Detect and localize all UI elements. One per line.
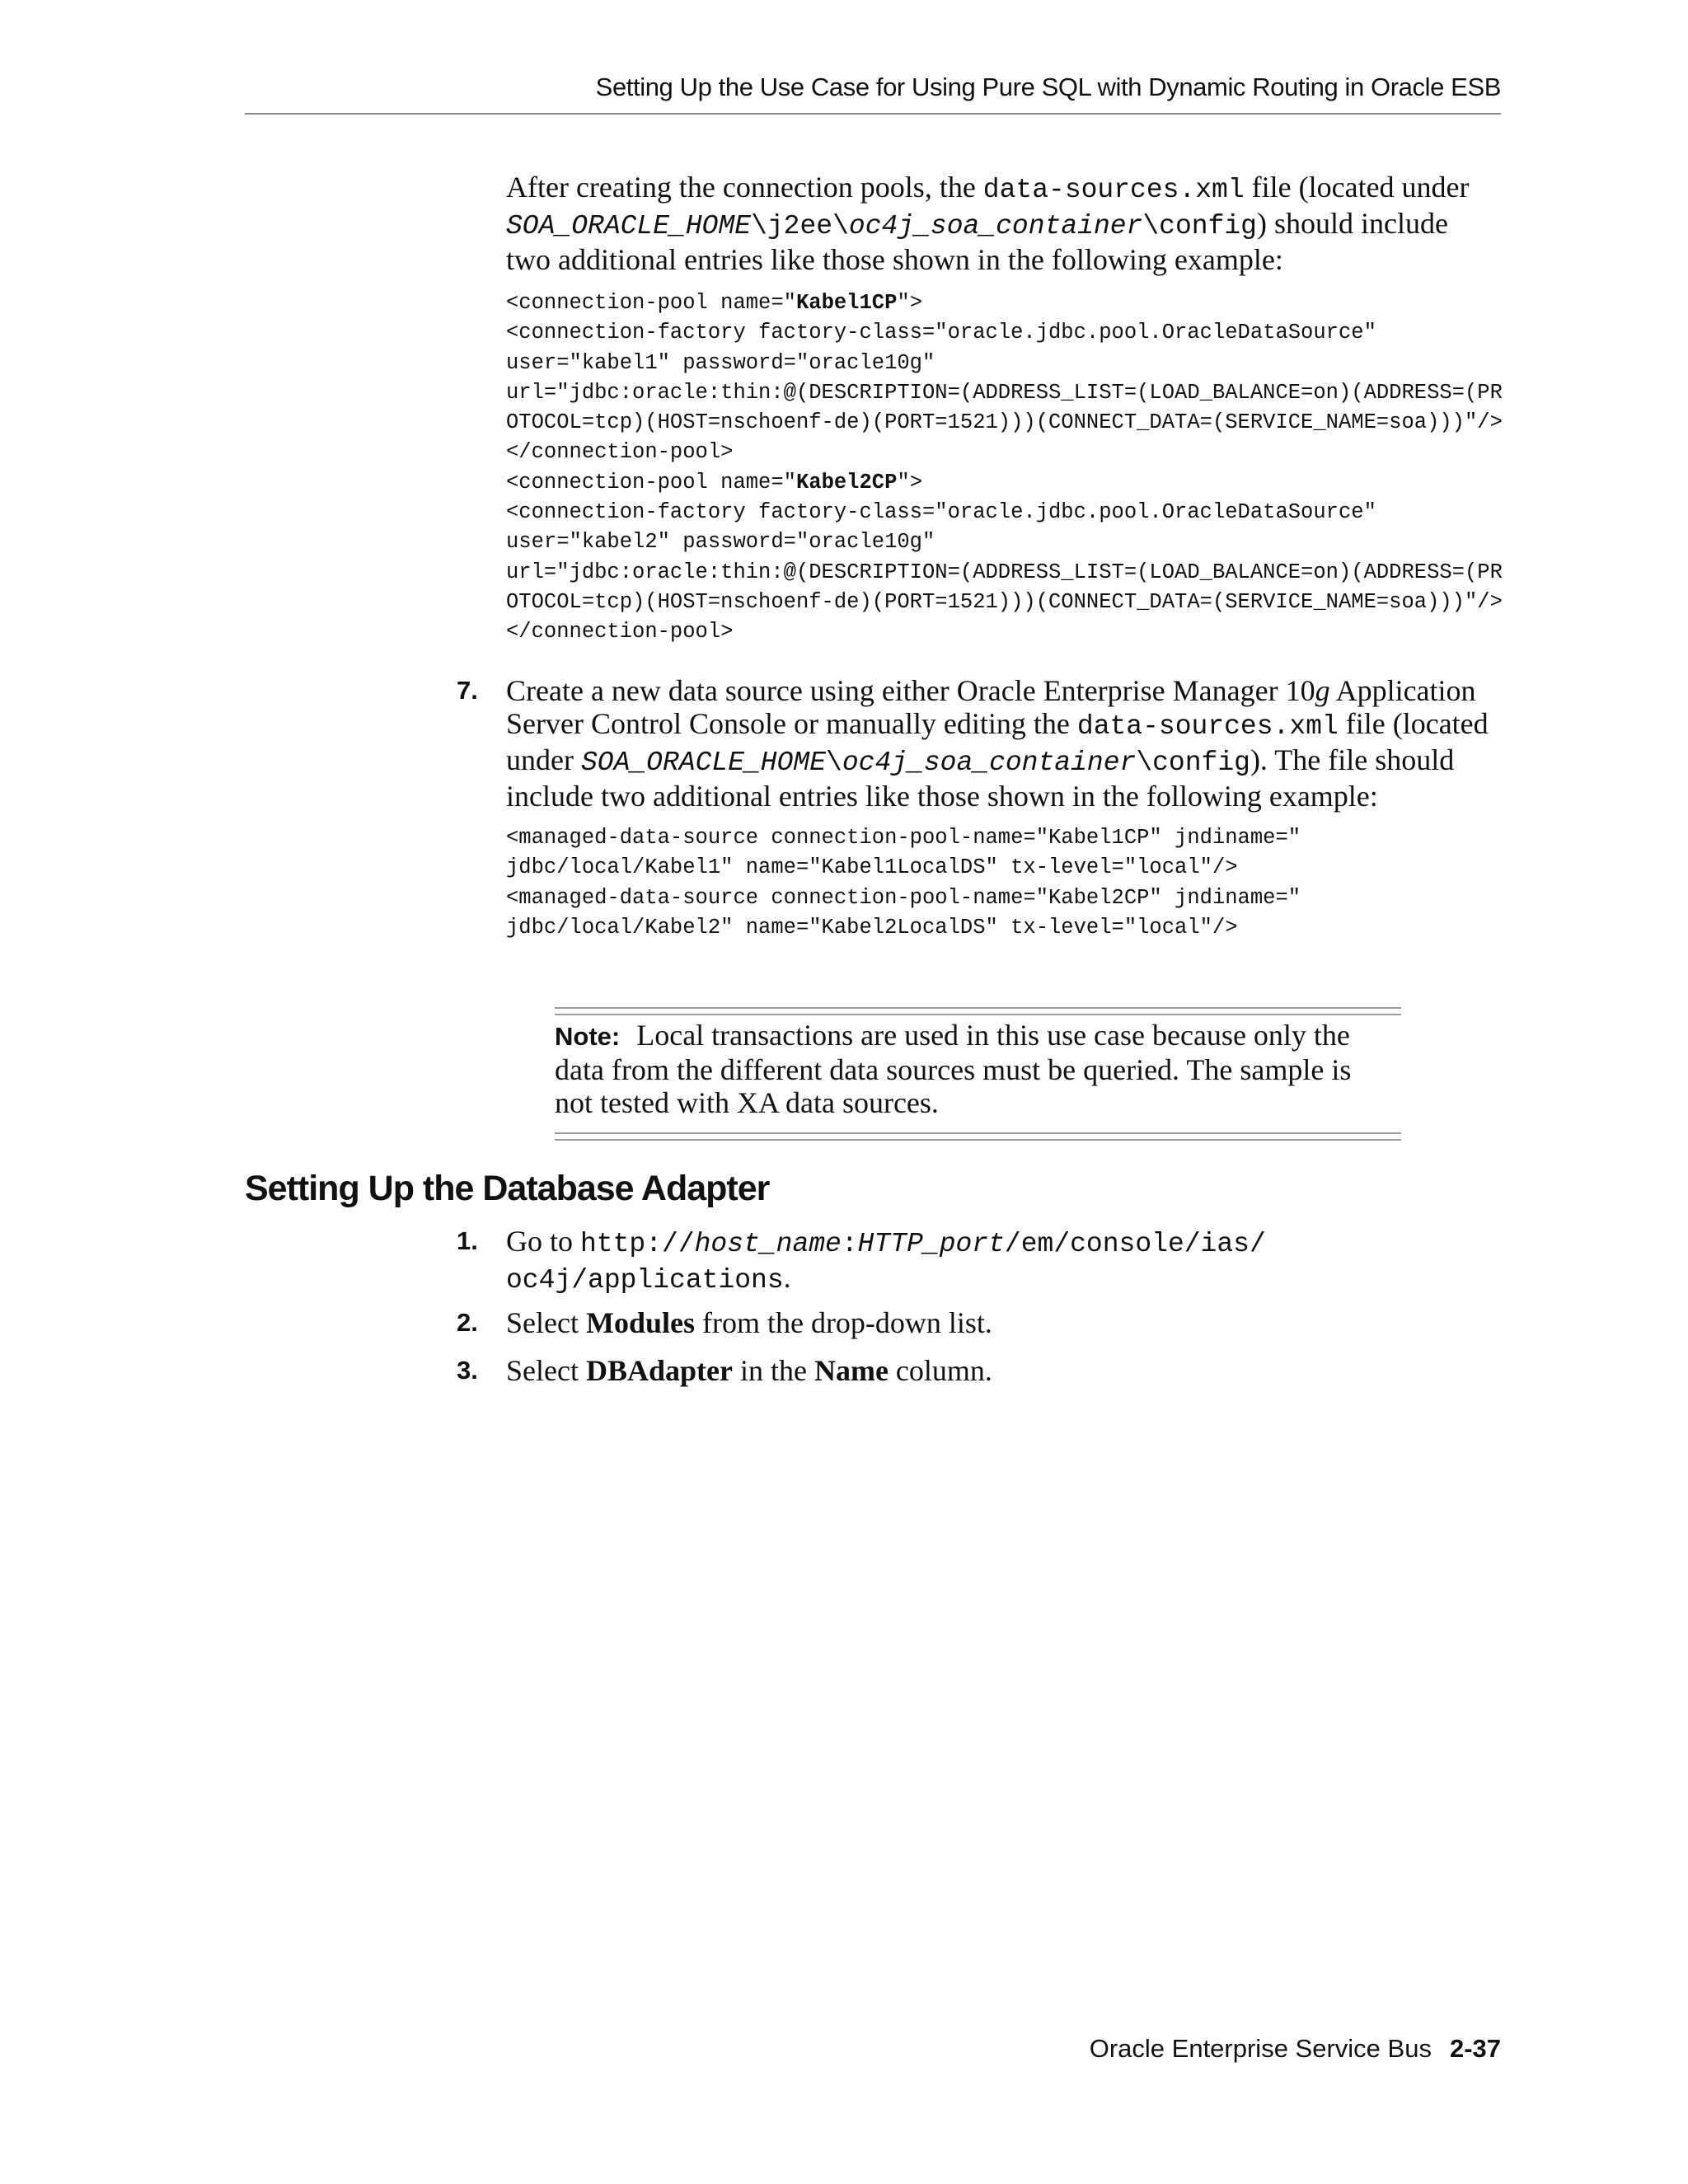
code-line: <connection-factory factory-class="oracle.jdbc.pool.OracleDataSource" — [506, 500, 1376, 525]
step-number: 1. — [457, 1226, 478, 1255]
step-3 — [457, 1354, 1503, 1387]
step-text: Server Control Console or manually editing the — [506, 707, 1077, 740]
step-text: . — [783, 1261, 791, 1294]
intro-text: ) should include — [1256, 207, 1448, 240]
code-line: jdbc/local/Kabel1" name="Kabel1LocalDS" tx-level="local"/> — [506, 855, 1238, 880]
code-line: url="jdbc:oracle:thin:@(DESCRIPTION=(ADDRESS_LIST=(LOAD_BALANCE=on)(ADDRESS=(PR — [506, 560, 1503, 584]
code-block-managed-data-sources — [506, 823, 1512, 943]
code-line: <connection-factory factory-class="oracle.jdbc.pool.OracleDataSource" — [506, 321, 1376, 345]
note-box — [555, 1019, 1401, 1119]
path-variable: oc4j_soa_container — [842, 748, 1137, 778]
intro-text: two additional entries like those shown in the following example: — [506, 243, 1283, 276]
header-rule — [245, 113, 1501, 115]
intro-paragraph — [506, 171, 1503, 276]
code-text: <connection-pool name=" — [506, 470, 796, 494]
step-text-italic: g — [1315, 674, 1330, 707]
page-number: 2-37 — [1449, 2034, 1501, 2063]
step-1 — [457, 1225, 1503, 1297]
path-segment: \j2ee\ — [751, 211, 849, 241]
step-text: under — [506, 743, 581, 776]
step-text: Select — [506, 1354, 586, 1387]
path-segment: \config — [1142, 211, 1257, 241]
footer-book-title: Oracle Enterprise Service Bus — [1089, 2034, 1432, 2063]
code-line: <managed-data-source connection-pool-name="Kabel1CP" jndiname=" — [506, 826, 1301, 850]
url-text: http:// — [580, 1229, 695, 1259]
code-line: user="kabel2" password="oracle10g" — [506, 530, 935, 555]
step-3-text — [506, 1354, 1503, 1387]
url-variable: host_name — [694, 1229, 842, 1259]
step-2-text — [506, 1306, 1503, 1339]
path-segment: \ — [826, 748, 842, 778]
step-text: Create a new data source using either Oracle Enterprise Manager 10 — [506, 674, 1315, 707]
step-7-text — [506, 674, 1503, 813]
step-text: file (located — [1338, 707, 1489, 740]
note-bottom-rule — [555, 1132, 1401, 1141]
inline-code: data-sources.xml — [982, 175, 1245, 205]
step-2 — [457, 1306, 1503, 1339]
ui-term-name: Name — [814, 1354, 889, 1387]
path-variable: SOA_ORACLE_HOME — [506, 211, 752, 241]
code-text: <connection-pool name=" — [506, 291, 796, 315]
note-label: Note: — [555, 1022, 621, 1051]
code-line: url="jdbc:oracle:thin:@(DESCRIPTION=(ADDRESS_LIST=(LOAD_BALANCE=on)(ADDRESS=(PR — [506, 380, 1503, 405]
path-variable: oc4j_soa_container — [848, 211, 1143, 241]
step-7 — [457, 674, 1503, 813]
code-line: </connection-pool> — [506, 440, 734, 465]
code-line: <managed-data-source connection-pool-name="Kabel2CP" jndiname=" — [506, 885, 1301, 910]
code-line: jdbc/local/Kabel2" name="Kabel2LocalDS" tx-level="local"/> — [506, 915, 1238, 940]
note-top-rule — [555, 1007, 1401, 1015]
inline-code: data-sources.xml — [1076, 711, 1339, 742]
step-number: 2. — [457, 1308, 478, 1337]
step-text: in the — [732, 1354, 814, 1387]
note-text: not tested with XA data sources. — [555, 1086, 939, 1119]
step-text: Go to — [506, 1225, 580, 1258]
code-bold-text: Kabel2CP — [795, 470, 898, 494]
code-line: OTOCOL=tcp)(HOST=nschoenf-de)(PORT=1521)))(CONNECT_DATA=(SERVICE_NAME=soa)))"/> — [506, 589, 1503, 614]
code-text: "> — [897, 470, 922, 494]
section-heading: Setting Up the Database Adapter — [245, 1169, 770, 1208]
url-text: : — [841, 1229, 858, 1259]
url-variable: HTTP_port — [857, 1229, 1005, 1259]
step-text: from the drop-down list. — [694, 1306, 992, 1339]
code-block-connection-pools — [506, 288, 1512, 648]
note-text: data from the different data sources must be queried. The sample is — [555, 1053, 1352, 1086]
step-text: Select — [506, 1306, 586, 1339]
ui-term-dbadapter: DBAdapter — [585, 1354, 733, 1387]
code-line: OTOCOL=tcp)(HOST=nschoenf-de)(PORT=1521)))(CONNECT_DATA=(SERVICE_NAME=soa)))"/> — [506, 410, 1503, 435]
path-segment: \config — [1136, 748, 1250, 778]
code-line: </connection-pool> — [506, 620, 734, 644]
intro-text: file (located under — [1244, 171, 1470, 204]
note-text: Local transactions are used in this use case because only the — [636, 1019, 1350, 1052]
step-number: 7. — [457, 676, 478, 705]
step-number: 3. — [457, 1356, 478, 1385]
step-text: Application — [1329, 674, 1476, 707]
url-text: oc4j/applications — [506, 1265, 784, 1296]
ui-term-modules: Modules — [585, 1306, 695, 1339]
step-1-text — [506, 1225, 1503, 1297]
step-text: column. — [888, 1354, 992, 1387]
code-line: user="kabel1" password="oracle10g" — [506, 350, 935, 375]
path-variable: SOA_ORACLE_HOME — [580, 748, 827, 778]
url-text: /em/console/ias/ — [1004, 1229, 1266, 1259]
step-text: ). The file should — [1250, 743, 1455, 776]
code-text: "> — [897, 291, 922, 315]
code-bold-text: Kabel1CP — [795, 291, 898, 315]
step-text: include two additional entries like those shown in the following example: — [506, 780, 1378, 813]
page-footer — [245, 2034, 1501, 2064]
intro-text: After creating the connection pools, the — [506, 171, 983, 204]
running-header: Setting Up the Use Case for Using Pure SQL with Dynamic Routing in Oracle ESB — [595, 73, 1501, 101]
